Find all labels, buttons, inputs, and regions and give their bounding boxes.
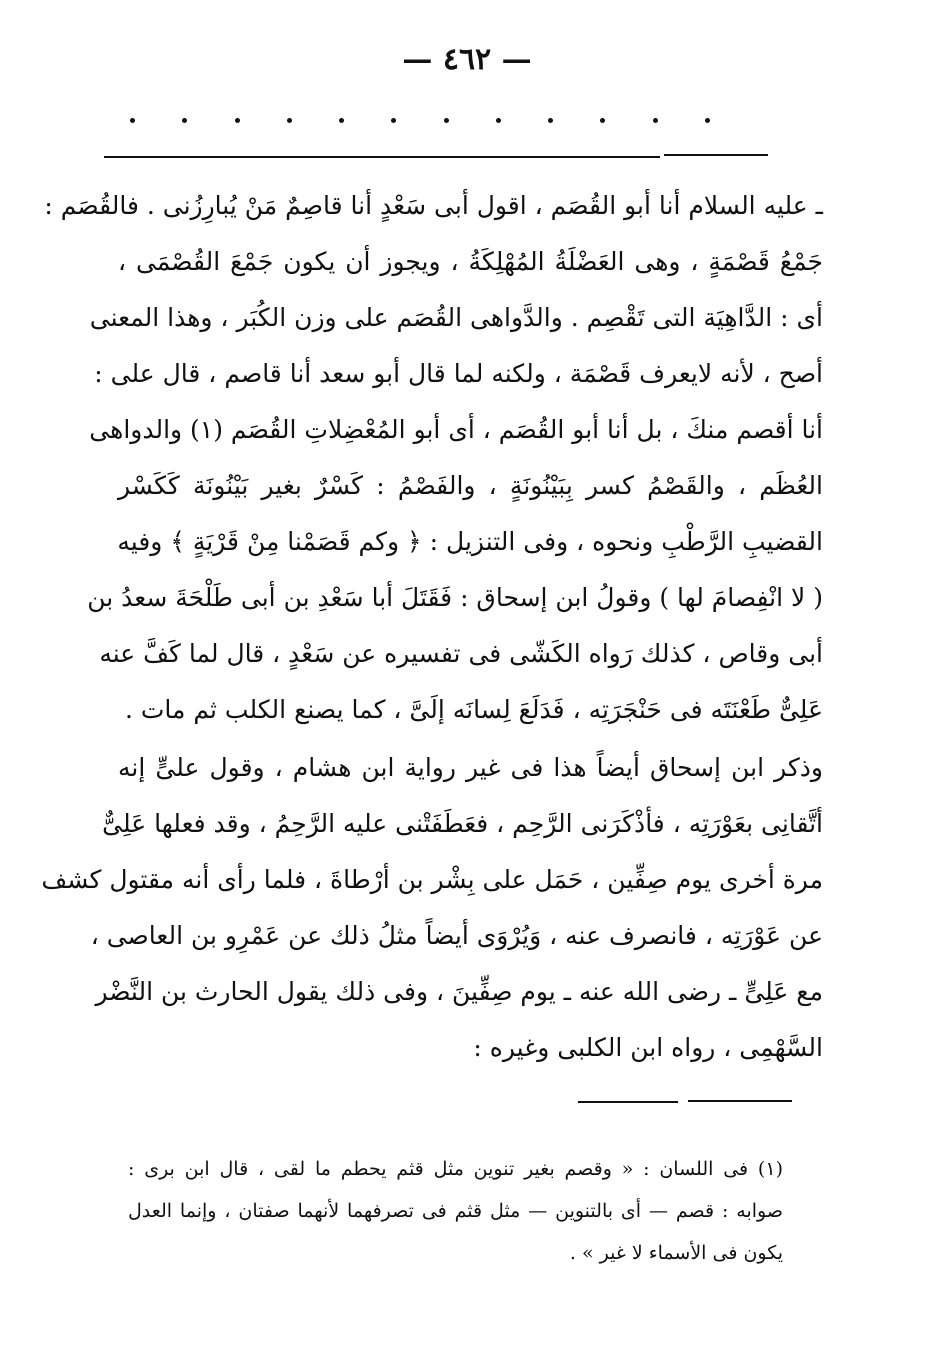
text-line: عَلِىٌّ طَعْنَتَه فى حَنْجَرَتِه ، فَدَلَعَ لِسانَه إلَىَّ ، كما يصنع الكلب ثم مات . (125, 695, 823, 724)
text-line: السَّهْمِى ، رواه ابن الكلبى وغيره : (473, 1033, 823, 1062)
text-line: أصح ، لأنه لايعرف قَصْمَة ، ولكنه لما قال أبو سعد أنا قاصم ، قال على : (94, 359, 823, 388)
text-line: وذكر ابن إسحاق أيضاً هذا فى غير رواية ابن هشام ، وقول علىٍّ إنه (118, 753, 823, 782)
footnote (128, 1148, 783, 1274)
footnote-rule (688, 1100, 792, 1102)
dot (235, 118, 240, 123)
dot (130, 118, 135, 123)
dot (444, 118, 449, 123)
ornament-dots (130, 118, 710, 123)
footnote-line: يكون فى الأسماء لا غير » . (569, 1242, 783, 1264)
text-line: أى : الدَّاهِيَة التى تَقْصِم . والدَّواهى القُصَم على وزن الكُبَر ، وهذا المعنى (89, 303, 823, 332)
dot (339, 118, 344, 123)
paragraph-2 (41, 740, 823, 1076)
dot (287, 118, 292, 123)
text-line: أنا أقصم منكَ ، بل أنا أبو القُصَم ، أى أبو المُعْضِلاتِ القُصَم (١) والدواهى (89, 415, 823, 444)
dot (600, 118, 605, 123)
text-line: مع عَلِىٍّ ـ رضى الله عنه ـ يوم صِفِّينَ ، وفى ذلك يقول الحارث بن النَّضْر (95, 977, 823, 1006)
dot (182, 118, 187, 123)
text-line: مرة أخرى يوم صِفِّين ، حَمَل على بِشْر بن أرْطاةَ ، فلما رأى أنه مقتول كشف (41, 865, 823, 894)
paragraph-1 (44, 178, 823, 738)
dot (496, 118, 501, 123)
dot (705, 118, 710, 123)
text-line: القضيبِ الرَّطْبِ ونحوه ، وفى التنزيل : ﴿ وكم قَصَمْنا مِنْ قَرْيَةٍ ﴾ وفيه (117, 527, 823, 556)
footnote-line: (١) فى اللسان : « وقصم بغير تنوين مثل قثم يحطم ما لقى ، قال ابن برى : (128, 1158, 783, 1180)
header-rule (104, 156, 660, 158)
text-line: ـ عليه السلام أنا أبو القُصَم ، اقول أبى سَعْدٍ أنا قاصِمٌ مَنْ يُبارِزُنى . فالقُصَم : (44, 191, 823, 220)
text-line: جَمْعُ قَصْمَةٍ ، وهى العَضْلَةُ المُهْلِكَةُ ، ويجوز أن يكون جَمْعَ القُصْمَى ، (118, 247, 823, 276)
footnote-line: صوابه : قصم — أى بالتنوين — مثل قثم فى تصرفهما لأنهما صفتان ، وإنما العدل (128, 1200, 783, 1222)
text-line: عن عَوْرَتِه ، فانصرف عنه ، وَيُرْوَى أيضاً مثلُ ذلك عن عَمْرِو بن العاصى ، (90, 921, 823, 950)
header-rule (664, 154, 768, 156)
text-line: أتَّقانِى بعَوْرَتِه ، فأذْكَرَنى الرَّحِم ، فعَطَفَتْنى عليه الرَّحِمُ ، وقد فعلها عَلِىٌّ (102, 809, 823, 838)
page-number: — ٤٦٢ — (402, 42, 532, 77)
dot (391, 118, 396, 123)
dot (548, 118, 553, 123)
text-line: أبى وقاص ، كذلك رَواه الكَشّى فى تفسيره عن سَعْدٍ ، قال لما كَفَّ عنه (99, 639, 823, 668)
dot (653, 118, 658, 123)
text-line: ( لا انْفِصامَ لها ) وقولُ ابن إسحاق : فَقَتَلَ أبا سَعْدِ بن أبى طَلْحَةَ سعدُ بن (87, 583, 823, 612)
text-line: العُظَم ، والقَصْمُ كسر بِبَيْنُونَةٍ ، والفَصْمُ : كَسْرٌ بغير بَيْنُونَة كَكَسْر (118, 471, 823, 500)
footnote-rule (578, 1101, 678, 1103)
